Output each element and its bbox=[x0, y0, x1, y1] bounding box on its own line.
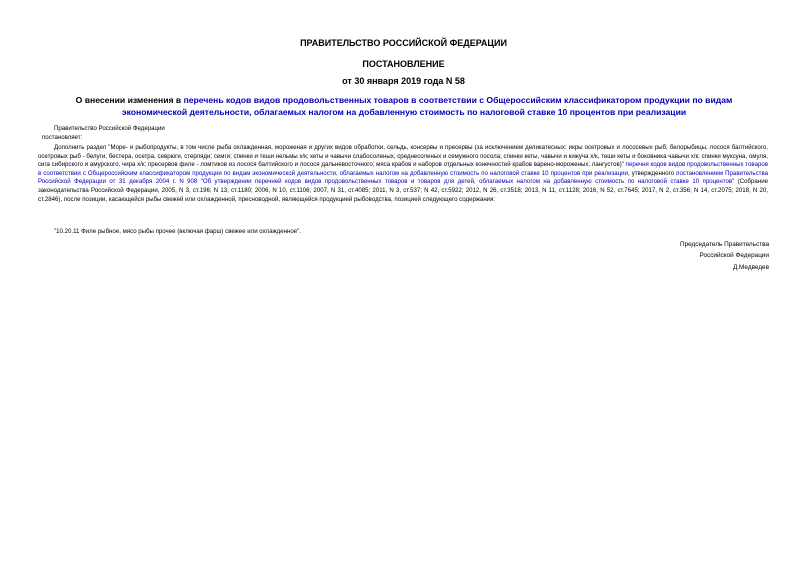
signature-name: Д.Медведев bbox=[732, 264, 769, 271]
document-type: ПОСТАНОВЛЕНИЕ bbox=[362, 59, 445, 69]
amendment-text-part3: (Собрание законодательства Российской Федерации, 2005, N 3, ст.196; N 13, ст.1180; 2006, N 10, ст.1106; 2007, N 31, ст.4085; 2011, N 3, ст.537; N 42, ст.5922; 2012, N 26, ст.3518; 2013, N 11, ст.1128; 2016, N 52, ст.7645; 2017, N 2, ст.356; N 14, ст.2075; 2018, N 20, ст.2846), после позиции, касающейся рыбы свежей или охлажденной, пресноводной, являющейся продукцией рыбоводства, позицией следующего содержания: bbox=[38, 178, 768, 203]
amendment-text-part1: Дополнить раздел "Море- и рыбопродукты, в том числе рыба охлажденная, мороженая и других видов обработки, сельдь, консервы и пресервы (за исключением деликатесных: икры осетровых и лососевых рыб; белорыбицы, лосося балтийского, осетровых рыб - белуги, бестера, осетра, севрюги, стерляди; семги; спинки и теши нельмы х/к; кеты и чавычи слабосоленых, среднесоленых и семужного посола; спинки кеты, чавычи и кижуча х/к, теши кеты и боковника чавычи х/к; спинки муксуна, омуля, сига сибирского и амурского, чира х/к; пресервов филе - ломтиков из лосося балтийского и лосося дальневосточного; мяса крабов и наборов отдельных конечностей крабов варено-мороженых; лангустов)" bbox=[38, 144, 768, 169]
amendment-text-part2: , утвержденного bbox=[627, 169, 677, 177]
document-title bbox=[44, 94, 764, 118]
amendment-paragraph bbox=[38, 144, 768, 204]
title-link[interactable]: перечень кодов видов продовольственных товаров в соответствии с Общероссийским классификатором продукции по видам экономической деятельности, облагаемых налогом на добавленную стоимость по налоговой ставке 10 процентов при реализации bbox=[121, 95, 733, 117]
amendment-link-resolution[interactable]: постановлением Правительства Российской Федерации от 31 декабря 2004 г. N 908 "Об утверждении перечней кодов видов продовольственных товаров и товаров для детей, облагаемых налогом на добавленную стоимость по налоговой ставке 10 процентов" bbox=[38, 169, 768, 186]
new-position-text: "10.20.11 Филе рыбное, мясо рыбы прочее (включая фарш) свежее или охлажденное". bbox=[54, 228, 301, 235]
signature-title-line2: Российской Федерации bbox=[699, 252, 769, 259]
title-prefix: О внесении изменения в bbox=[75, 95, 184, 105]
intro-authority: Правительство Российской Федерации bbox=[54, 125, 165, 132]
issuing-authority: ПРАВИТЕЛЬСТВО РОССИЙСКОЙ ФЕДЕРАЦИИ bbox=[300, 38, 507, 48]
intro-resolves: постановляет: bbox=[42, 134, 83, 141]
signature-title-line1: Председатель Правительства bbox=[680, 241, 769, 248]
document-date-number: от 30 января 2019 года N 58 bbox=[342, 76, 465, 86]
amendment-link-list[interactable]: перечня кодов видов продовольственных товаров в соответствии с Общероссийским классификатором продукции по видам экономической деятельности, облагаемых налогом на добавленную стоимость по налоговой ставке 10 процентов при реализации bbox=[38, 161, 768, 177]
